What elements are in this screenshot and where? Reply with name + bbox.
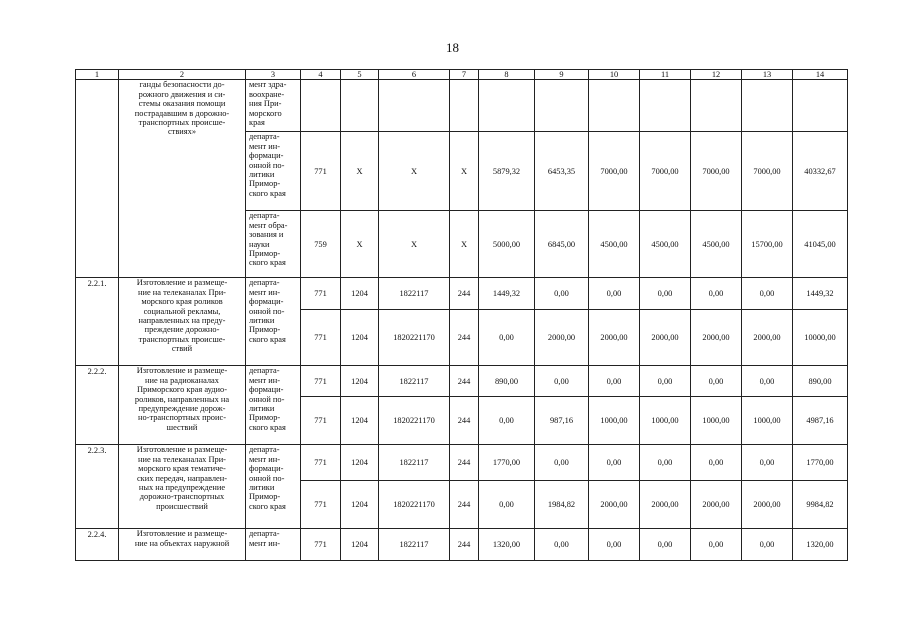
value-cell-c7: 244 [450,529,479,561]
value-cell-c4: 771 [301,310,341,366]
value-cell-c12: 4500,00 [691,211,742,278]
value-cell-c13: 7000,00 [742,132,793,211]
value-cell-c7 [450,80,479,132]
value-cell-c7: 244 [450,310,479,366]
item-name-text: ганды безопасности до- рожного движения и си- стемы оказания помощи пострадавшим в дорожно- транспортных происше- ствиях» [134,80,230,137]
value-cell-c12: 0,00 [691,278,742,310]
value-cell-c11 [640,80,691,132]
value-cell-c5: Х [341,211,379,278]
value-cell-c8: 0,00 [479,310,535,366]
value-cell-c5: Х [341,132,379,211]
value-cell-c6: 1820221170 [379,397,450,445]
department-text: департа- мент ин- [249,529,281,548]
value-cell-c9: 2000,00 [535,310,589,366]
value-cell-c12: 2000,00 [691,310,742,366]
value-cell-c8: 1320,00 [479,529,535,561]
item-name-cell [119,529,246,561]
value-cell-c13: 15700,00 [742,211,793,278]
value-cell-c14 [793,80,848,132]
value-cell-c10 [589,80,640,132]
value-cell-c10: 4500,00 [589,211,640,278]
value-cell-c11: 0,00 [640,366,691,397]
value-cell-c9: 6845,00 [535,211,589,278]
value-cell-c4 [301,80,341,132]
table-row [76,366,848,397]
department-text: мент здра- воохране- ния При- морского края [249,80,287,128]
value-cell-c8: 5879,32 [479,132,535,211]
header-cell: 1 [76,70,119,80]
value-cell-c6: 1820221170 [379,481,450,529]
value-cell-c14: 10000,00 [793,310,848,366]
value-cell-c8: 0,00 [479,481,535,529]
value-cell-c6: 1822117 [379,445,450,481]
department-text: департа- мент ин- формаци- онной по- литики Примор- ского края [249,278,286,344]
value-cell-c10: 0,00 [589,278,640,310]
value-cell-c14: 9984,82 [793,481,848,529]
item-name-text: Изготовление и размеще- ние на радиоканалах Приморского края аудио- роликов, направленных на предупреждение дорож- но-транспортных проис- шествий [134,366,230,432]
department-cell [246,132,301,211]
value-cell-c12: 0,00 [691,445,742,481]
department-cell [246,529,301,561]
department-text: департа- мент ин- формаци- онной по- литики Примор- ского края [249,366,286,432]
value-cell-c5: 1204 [341,445,379,481]
value-cell-c13: 0,00 [742,366,793,397]
value-cell-c11: 1000,00 [640,397,691,445]
value-cell-c14: 4987,16 [793,397,848,445]
value-cell-c10: 0,00 [589,366,640,397]
value-cell-c13: 0,00 [742,445,793,481]
value-cell-c12: 0,00 [691,366,742,397]
item-name-cell [119,278,246,366]
item-name-text: Изготовление и размеще- ние на телеканалах При- морского края тематиче- ских передач, направлен- ных на предупреждение дорожно-транспортных происшествий [136,445,228,511]
value-cell-c7: 244 [450,481,479,529]
value-cell-c8: 1770,00 [479,445,535,481]
value-cell-c9: 0,00 [535,529,589,561]
value-cell-c6: Х [379,211,450,278]
value-cell-c9: 987,16 [535,397,589,445]
header-cell: 12 [691,70,742,80]
value-cell-c11: 0,00 [640,529,691,561]
header-cell: 10 [589,70,640,80]
value-cell-c4: 771 [301,366,341,397]
value-cell-c9: 0,00 [535,366,589,397]
value-cell-c11: 4500,00 [640,211,691,278]
value-cell-c14: 1320,00 [793,529,848,561]
table-row [76,529,848,561]
value-cell-c5: 1204 [341,397,379,445]
value-cell-c4: 771 [301,481,341,529]
value-cell-c10: 0,00 [589,529,640,561]
value-cell-c5 [341,80,379,132]
value-cell-c4: 771 [301,132,341,211]
value-cell-c7: Х [450,132,479,211]
value-cell-c11: 7000,00 [640,132,691,211]
value-cell-c11: 2000,00 [640,481,691,529]
value-cell-c13: 0,00 [742,529,793,561]
value-cell-c7: 244 [450,397,479,445]
value-cell-c6: 1822117 [379,366,450,397]
value-cell-c5: 1204 [341,529,379,561]
value-cell-c13: 2000,00 [742,481,793,529]
value-cell-c12 [691,80,742,132]
value-cell-c8: 890,00 [479,366,535,397]
header-cell: 11 [640,70,691,80]
item-number-cell: 2.2.3. [76,445,119,529]
value-cell-c10: 0,00 [589,445,640,481]
item-name-cell [119,366,246,445]
value-cell-c11: 0,00 [640,445,691,481]
item-name-cell [119,445,246,529]
value-cell-c13: 1000,00 [742,397,793,445]
value-cell-c5: 1204 [341,310,379,366]
value-cell-c12: 2000,00 [691,481,742,529]
value-cell-c12: 7000,00 [691,132,742,211]
value-cell-c5: 1204 [341,366,379,397]
value-cell-c11: 0,00 [640,278,691,310]
table-row [76,80,848,132]
value-cell-c14: 41045,00 [793,211,848,278]
value-cell-c8: 1449,32 [479,278,535,310]
header-cell: 8 [479,70,535,80]
value-cell-c10: 2000,00 [589,310,640,366]
value-cell-c6: Х [379,132,450,211]
value-cell-c14: 1449,32 [793,278,848,310]
value-cell-c14: 890,00 [793,366,848,397]
value-cell-c12: 0,00 [691,529,742,561]
header-cell: 5 [341,70,379,80]
item-number-cell: 2.2.1. [76,278,119,366]
value-cell-c8: 5000,00 [479,211,535,278]
department-text: департа- мент ин- формаци- онной по- литики Примор- ского края [249,132,286,198]
value-cell-c7: Х [450,211,479,278]
value-cell-c7: 244 [450,445,479,481]
value-cell-c9 [535,80,589,132]
value-cell-c4: 759 [301,211,341,278]
value-cell-c9: 0,00 [535,445,589,481]
header-cell: 7 [450,70,479,80]
value-cell-c12: 1000,00 [691,397,742,445]
value-cell-c6 [379,80,450,132]
value-cell-c7: 244 [450,278,479,310]
value-cell-c6: 1822117 [379,278,450,310]
department-cell [246,211,301,278]
item-name-text: Изготовление и размеще- ние на телеканалах При- морского края роликов социальной рекламы, направленных на преду- преждение дорожно- транспортных происше- ствий [136,278,228,354]
value-cell-c4: 771 [301,397,341,445]
value-cell-c5: 1204 [341,481,379,529]
department-cell [246,366,301,445]
header-cell: 4 [301,70,341,80]
header-cell: 3 [246,70,301,80]
value-cell-c6: 1820221170 [379,310,450,366]
value-cell-c13: 0,00 [742,278,793,310]
value-cell-c11: 2000,00 [640,310,691,366]
table-row [76,445,848,481]
table-row [76,278,848,310]
value-cell-c13 [742,80,793,132]
value-cell-c4: 771 [301,529,341,561]
value-cell-c14: 40332,67 [793,132,848,211]
table-body [76,70,848,561]
value-cell-c4: 771 [301,278,341,310]
header-cell: 14 [793,70,848,80]
department-cell [246,80,301,132]
value-cell-c14: 1770,00 [793,445,848,481]
item-name-cell [119,80,246,278]
value-cell-c4: 771 [301,445,341,481]
value-cell-c8: 0,00 [479,397,535,445]
value-cell-c10: 2000,00 [589,481,640,529]
department-cell [246,445,301,529]
value-cell-c10: 1000,00 [589,397,640,445]
value-cell-c9: 0,00 [535,278,589,310]
department-cell [246,278,301,366]
item-number-cell: 2.2.4. [76,529,119,561]
header-cell: 13 [742,70,793,80]
header-cell: 6 [379,70,450,80]
value-cell-c6: 1822117 [379,529,450,561]
budget-table [75,69,848,561]
value-cell-c13: 2000,00 [742,310,793,366]
header-row [76,70,848,80]
value-cell-c10: 7000,00 [589,132,640,211]
item-number-cell: 2.2.2. [76,366,119,445]
value-cell-c9: 1984,82 [535,481,589,529]
value-cell-c5: 1204 [341,278,379,310]
item-name-text: Изготовление и размеще- ние на объектах наружной [134,529,230,548]
item-number-cell [76,80,119,278]
page-number: 18 [446,40,459,55]
department-text: департа- мент ин- формаци- онной по- литики Примор- ского края [249,445,286,511]
value-cell-c7: 244 [450,366,479,397]
value-cell-c9: 6453,35 [535,132,589,211]
department-text: департа- мент обра- зования и науки Примор- ского края [249,211,288,268]
header-cell: 9 [535,70,589,80]
value-cell-c8 [479,80,535,132]
header-cell: 2 [119,70,246,80]
